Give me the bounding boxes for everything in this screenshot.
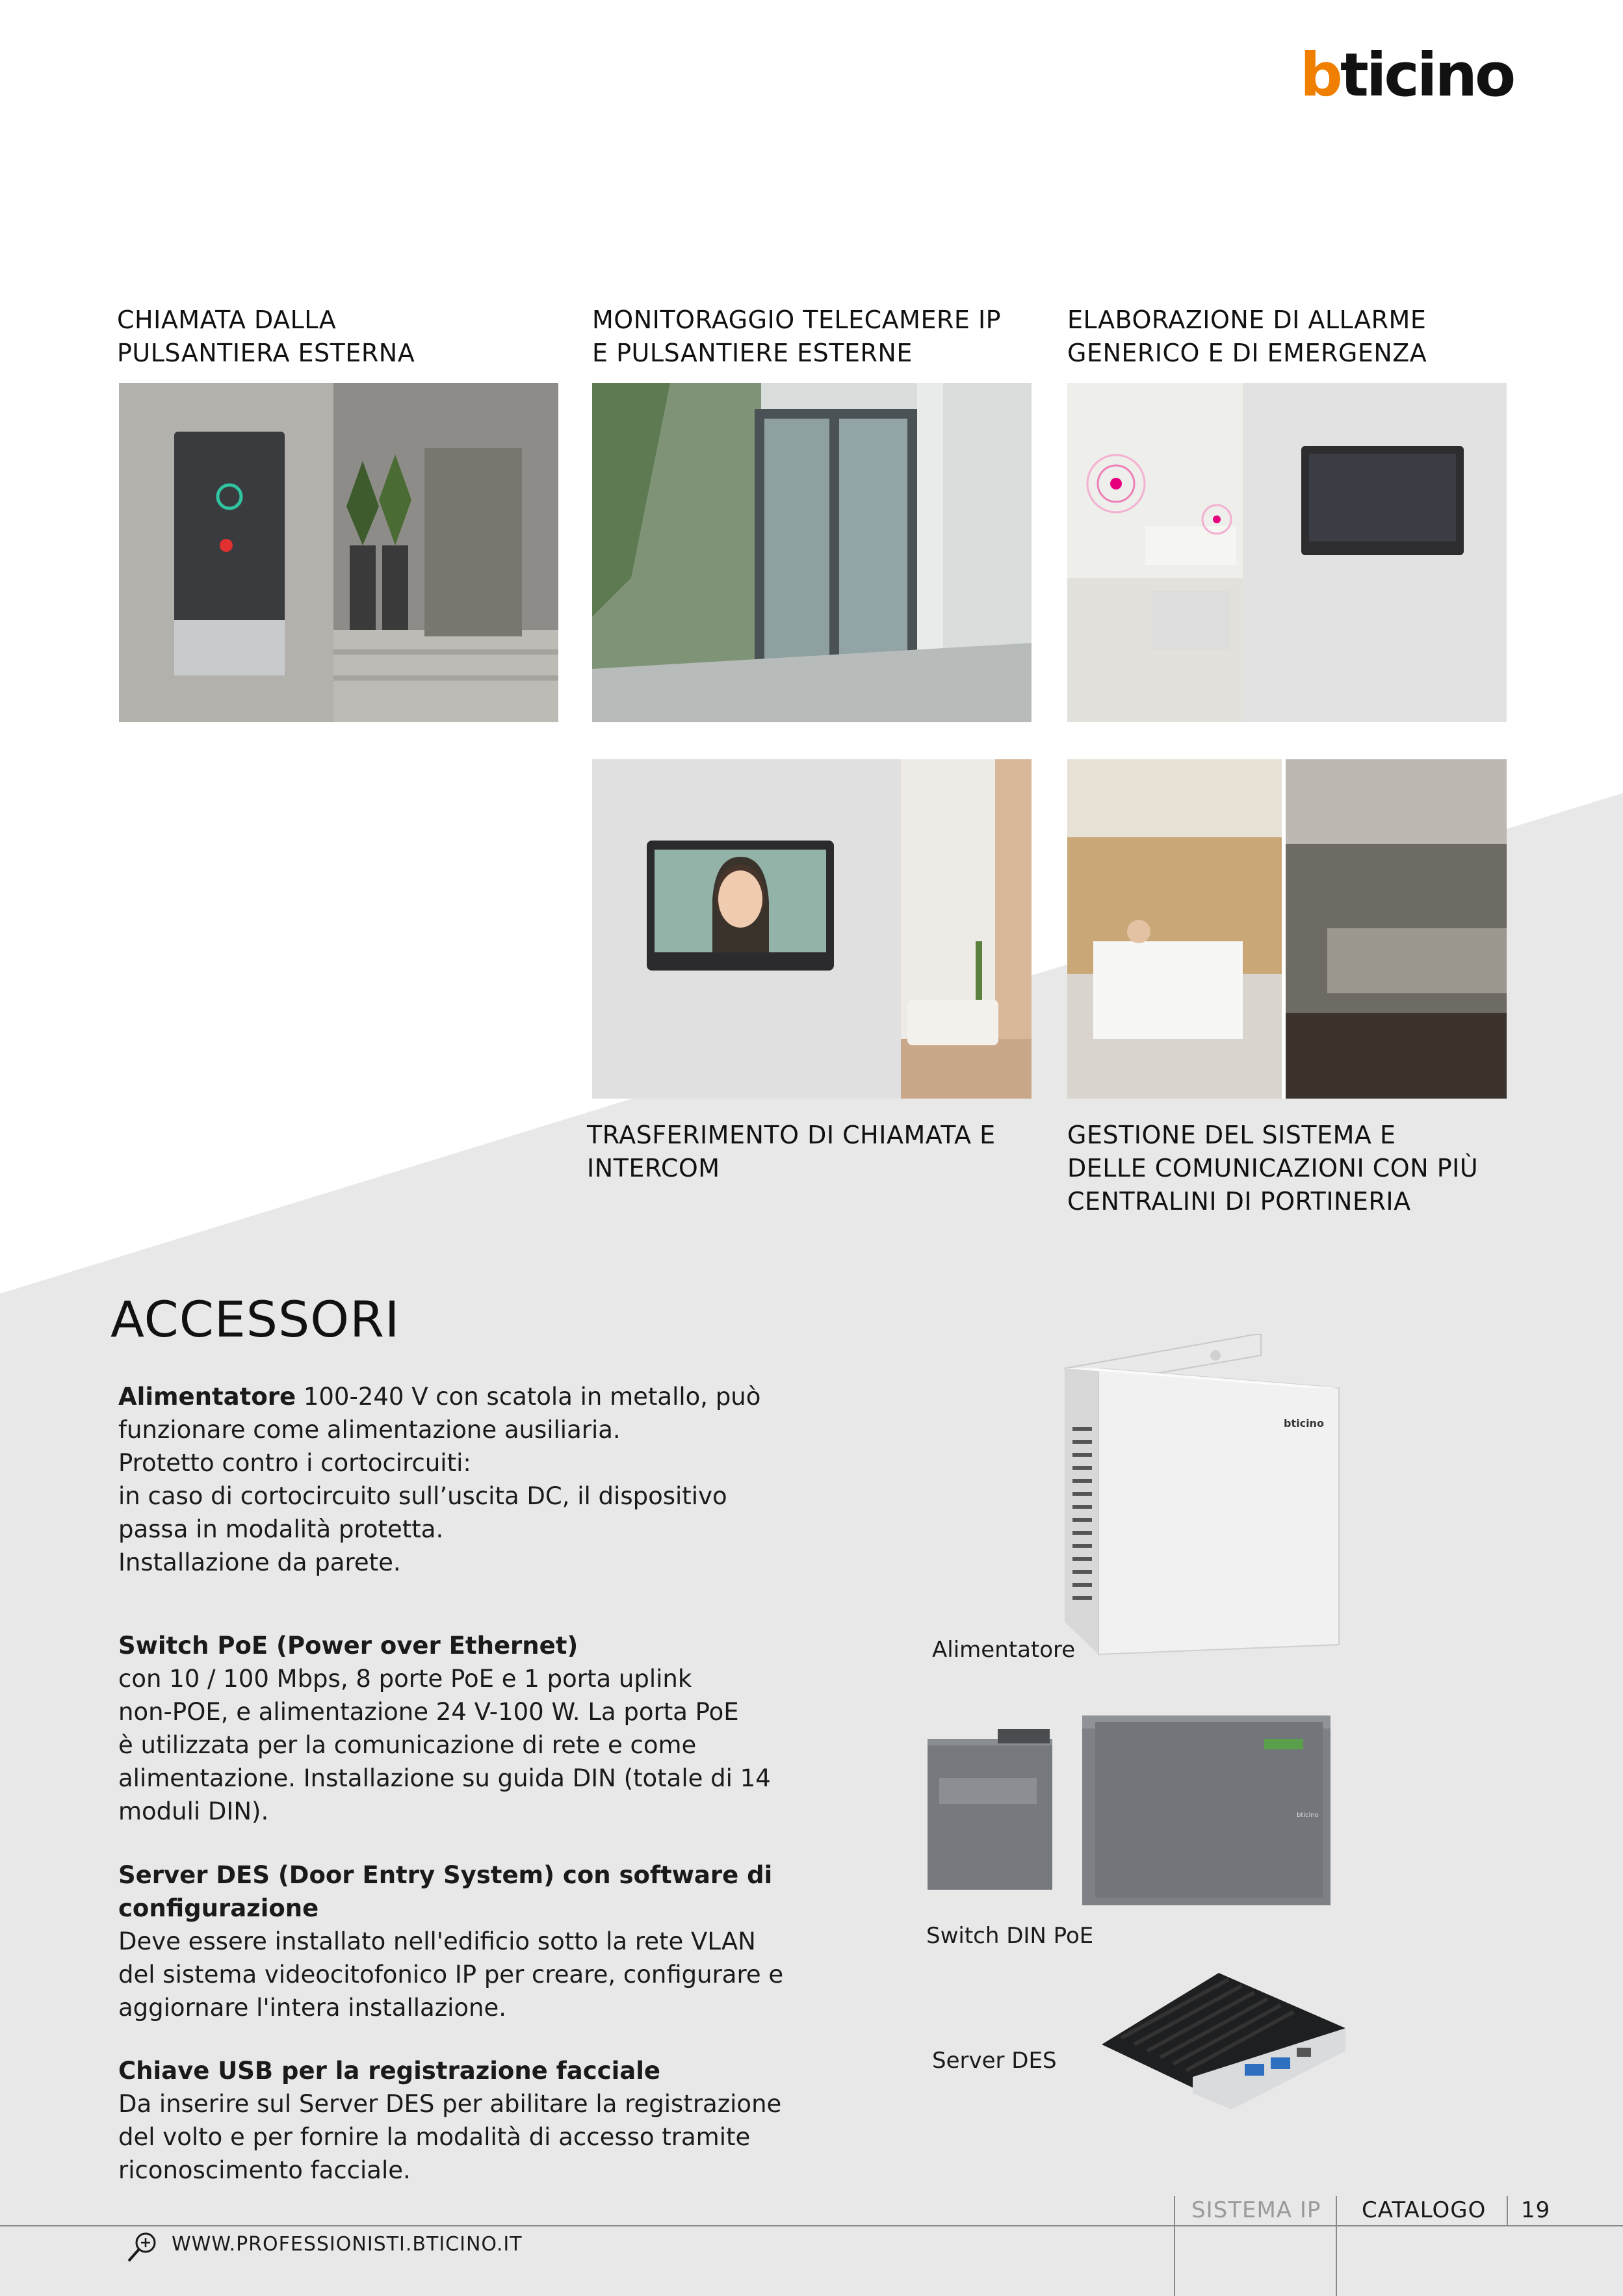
feature-caption-alarm: ELABORAZIONE DI ALLARME GENERICO E DI EMERGENZA [1067, 306, 1427, 367]
photo-reception [1067, 759, 1507, 1099]
label-server-des: Server DES [932, 2048, 1057, 2074]
photo-glass-building [592, 383, 1032, 722]
accessory-switch-text: con 10 / 100 Mbps, 8 porte PoE e 1 porta uplink non-POE, e alimentazione 24 V-100 W. La porta PoE è utilizzata per la comunicazione di rete e come alimentazione. Installazione su guida DIN (totale di 14 moduli DIN). [118, 1665, 771, 1825]
switch-poe-image [926, 1713, 1336, 1908]
photo-alarm-room [1067, 383, 1507, 722]
label-switch-din-poe: Switch DIN PoE [926, 1923, 1094, 1949]
footer-separator [1507, 2196, 1508, 2226]
feature-caption-camera-monitoring: MONITORAGGIO TELECAMERE IP E PULSANTIERE ESTERNE [592, 306, 1002, 367]
accessory-server-heading: Server DES (Door Entry System) con software di configurazione [118, 1861, 773, 1922]
accessories-title: ACCESSORI [110, 1290, 400, 1348]
feature-caption-call-transfer: TRASFERIMENTO DI CHIAMATA E INTERCOM [587, 1121, 996, 1182]
device-brand-label: bticino [1284, 1417, 1324, 1429]
footer-page-number: 19 [1521, 2197, 1551, 2223]
server-des-image [1095, 1966, 1349, 2113]
photo-video-monitor [592, 759, 1032, 1099]
accessory-switch-description [118, 1629, 807, 1828]
label-alimentatore: Alimentatore [932, 1637, 1076, 1663]
footer-catalog: CATALOGO [1362, 2197, 1487, 2223]
accessory-usb-heading: Chiave USB per la registrazione facciale [118, 2057, 660, 2085]
photo-entrance-panel [119, 383, 558, 722]
footer-divider [0, 2225, 1623, 2226]
accessory-switch-heading: Switch PoE (Power over Ethernet) [118, 1632, 578, 1660]
footer-separator [1336, 2196, 1337, 2296]
accessory-server-description [118, 1859, 807, 2024]
bticino-logo: bticino [1300, 40, 1514, 110]
accessory-psu-heading: Alimentatore [118, 1383, 296, 1411]
feature-caption-system-management: GESTIONE DEL SISTEMA E DELLE COMUNICAZIONI CON PIÙ CENTRALINI DI PORTINERIA [1067, 1121, 1479, 1216]
device-brand-label: bticino [1297, 1812, 1319, 1819]
accessory-server-text: Deve essere installato nell'edificio sotto la rete VLAN del sistema videocitofonico IP per creare, configurare e aggiornare l'intera installazione. [118, 1927, 784, 2022]
footer-section: SISTEMA IP [1191, 2197, 1321, 2223]
accessory-psu-text: 100-240 V con scatola in metallo, può funzionare come alimentazione ausiliaria. Protetto contro i cortocircuiti: in caso di cortocircuito sull’uscita DC, il dispositivo passa in modalità protetta. Installazione da parete. [118, 1383, 761, 1576]
footer-separator [1174, 2196, 1175, 2296]
power-supply-image [1059, 1329, 1345, 1658]
accessory-usb-description [118, 2054, 807, 2187]
accessory-usb-text: Da inserire sul Server DES per abilitare la registrazione del volto e per fornire la modalità di accesso tramite riconoscimento facciale. [118, 2090, 782, 2184]
accessory-psu-description [118, 1380, 807, 1579]
website-link[interactable]: WWW.PROFESSIONISTI.BTICINO.IT [172, 2233, 523, 2256]
search-icon [125, 2228, 161, 2265]
feature-caption-external-call: CHIAMATA DALLA PULSANTIERA ESTERNA [117, 306, 415, 367]
